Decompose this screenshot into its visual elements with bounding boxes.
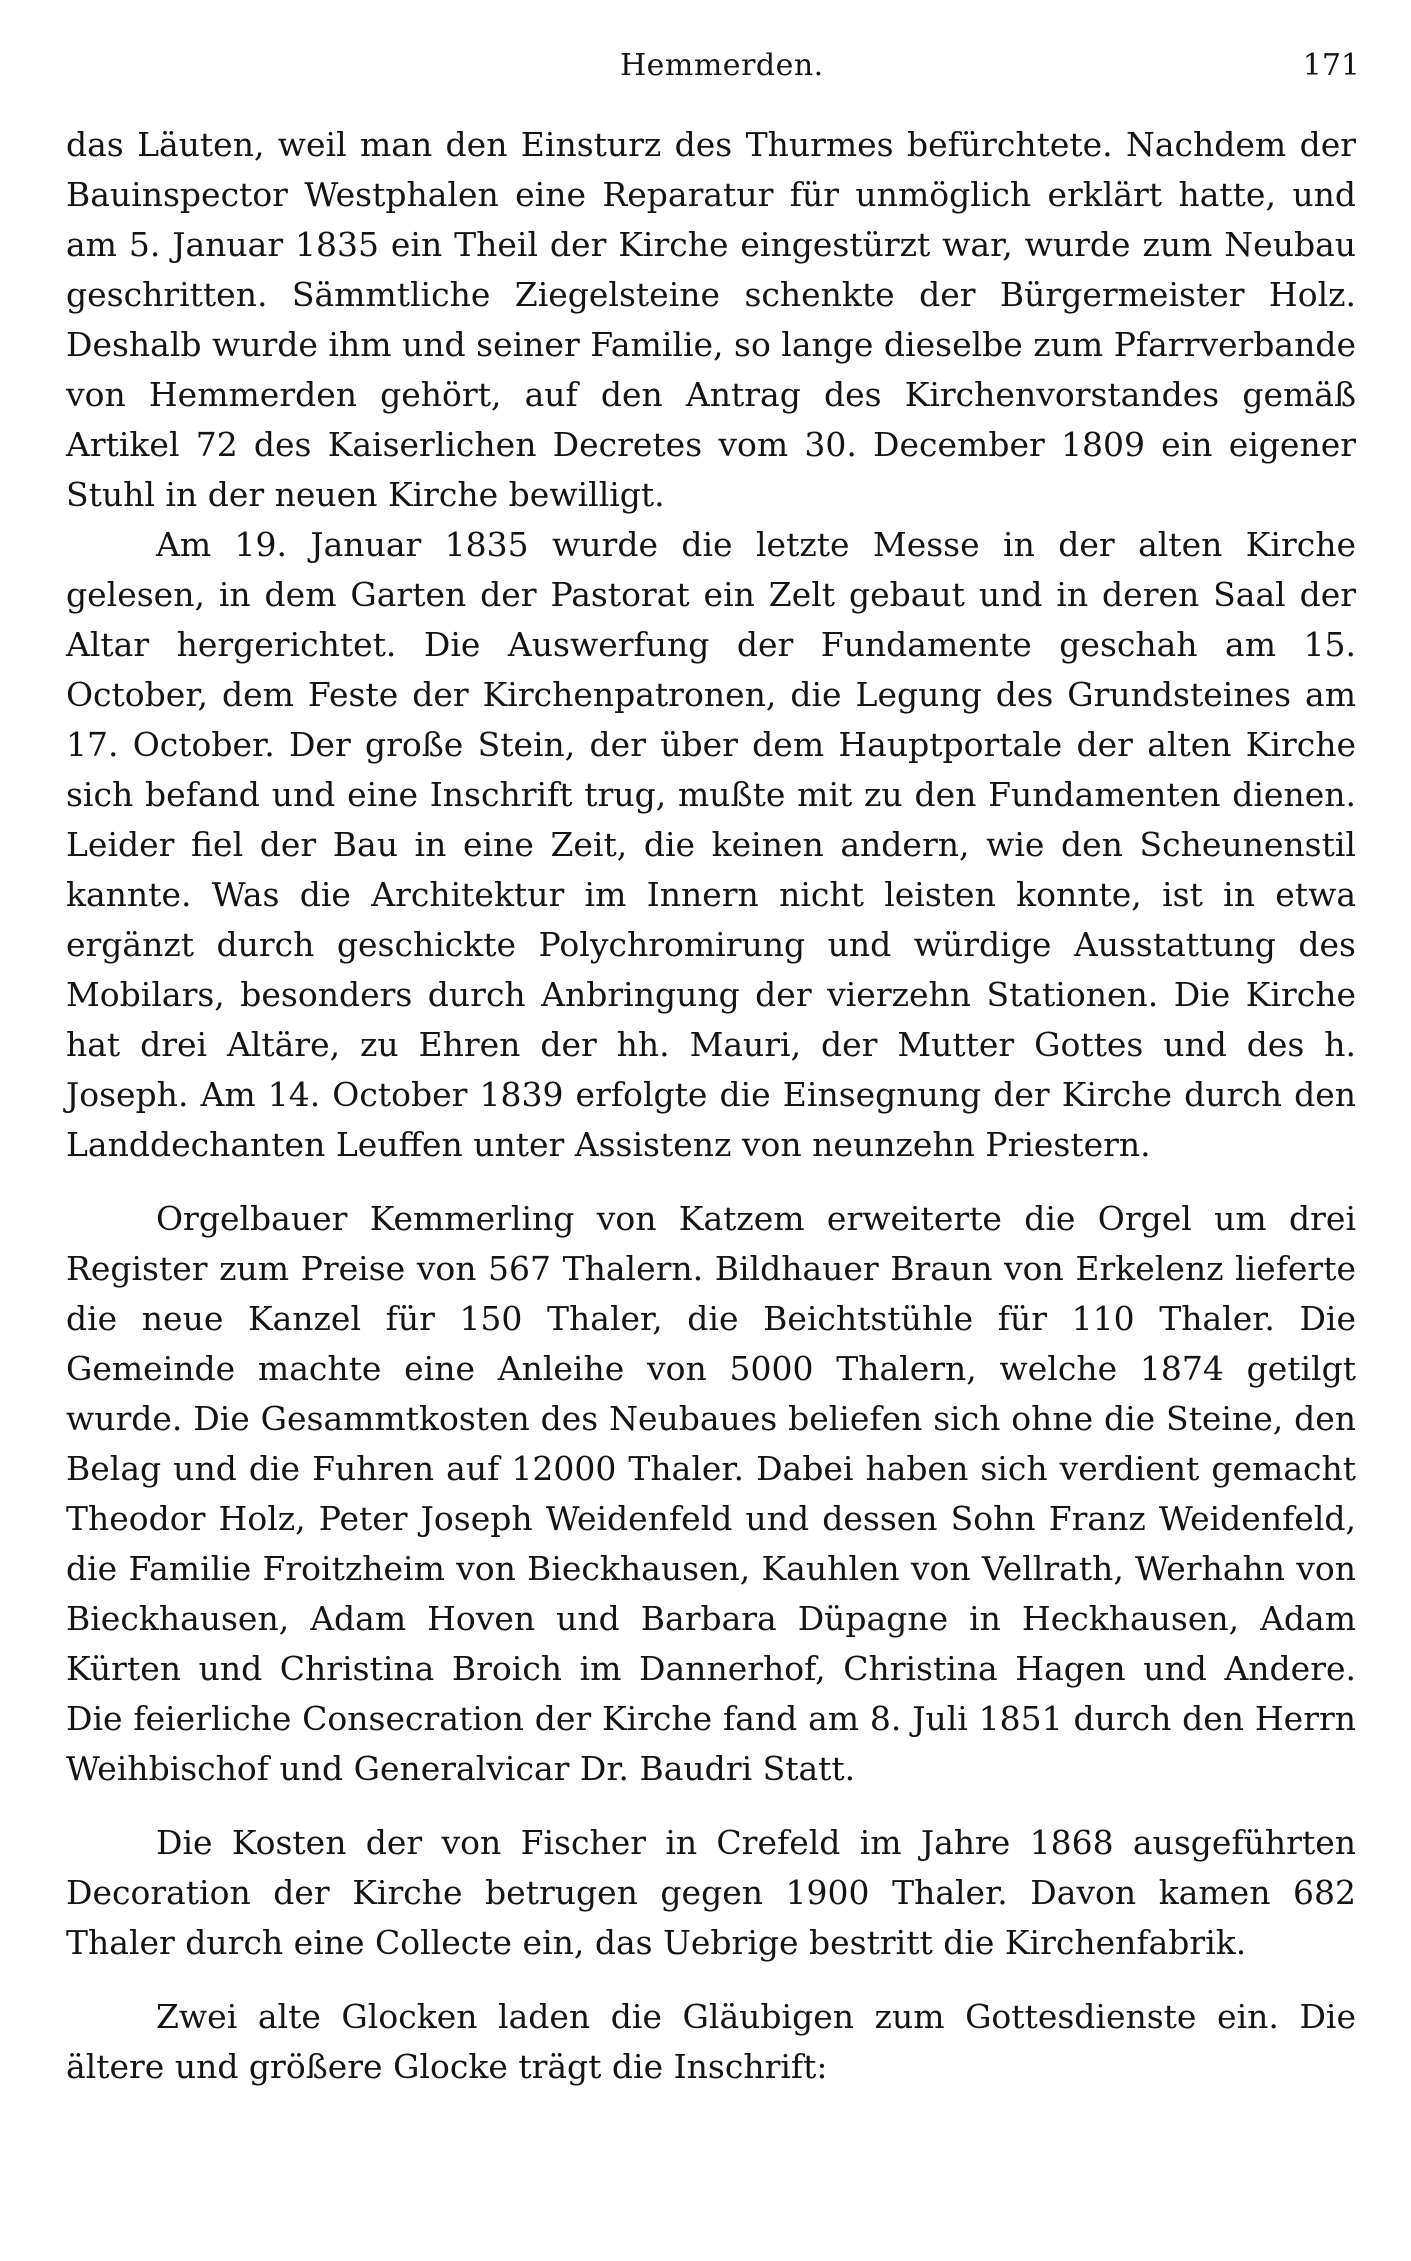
paragraph-bells: Zwei alte Glocken laden die Gläubigen zum Gottesdienste ein. Die ältere und größere Glocke trägt die Inschrift: <box>66 1997 1356 2086</box>
paragraph-construction: Am 19. Januar 1835 wurde die letzte Messe in der alten Kirche gelesen, in dem Garten der Pastorat ein Zelt gebaut und in deren Saal der Altar hergerichtet. Die Auswerfung der Fundamente geschah am 15. October, dem Feste der Kirchenpatronen, die Legung des Grundsteines am 17. October. Der große Stein, der über dem Hauptportale der alten Kirche sich befand und eine Inschrift trug, mußte mit zu den Fundamenten dienen. Leider fiel der Bau in eine Zeit, die keinen andern, wie den Scheunenstil kannte. Was die Architektur im Innern nicht leisten konnte, ist in etwa ergänzt durch geschickte Polychromirung und würdige Ausstattung des Mobilars, besonders durch Anbringung der vierzehn Stationen. Die Kirche hat drei Altäre, zu Ehren der hh. Mauri, der Mutter Gottes und des h. Joseph. Am 14. October 1839 erfolgte die Einsegnung der Kirche durch den Landdechanten Leuffen unter Assistenz von neunzehn Priestern. <box>66 525 1356 1164</box>
body-text <box>66 120 1356 2092</box>
paragraph-continued: das Läuten, weil man den Einsturz des Thurmes befürchtete. Nachdem der Bauinspector Westphalen eine Reparatur für unmöglich erklärt hatte, und am 5. Januar 1835 ein Theil der Kirche eingestürzt war, wurde zum Neubau geschritten. Sämmtliche Ziegelsteine schenkte der Bürgermeister Holz. Deshalb wurde ihm und seiner Familie, so lange dieselbe zum Pfarrverbande von Hemmerden gehört, auf den Antrag des Kirchenvorstandes gemäß Artikel 72 des Kaiserlichen Decretes vom 30. December 1809 ein eigener Stuhl in der neuen Kirche bewilligt. <box>66 125 1357 514</box>
page-number: 171 <box>1302 48 1360 83</box>
paragraph-decoration: Die Kosten der von Fischer in Crefeld im Jahre 1868 ausgeführten Decoration der Kirche betrugen gegen 1900 Thaler. Davon kamen 682 Thaler durch eine Collecte ein, das Uebrige bestritt die Kirchenfabrik. <box>66 1823 1356 1962</box>
running-title: Hemmerden. <box>620 48 824 83</box>
running-head <box>60 38 1360 94</box>
paragraph-organ-costs: Orgelbauer Kemmerling von Katzem erweiterte die Orgel um drei Register zum Preise von 567 Thalern. Bildhauer Braun von Erkelenz lieferte die neue Kanzel für 150 Thaler, die Beichtstühle für 110 Thaler. Die Gemeinde machte eine Anleihe von 5000 Thalern, welche 1874 getilgt wurde. Die Gesammtkosten des Neubaues beliefen sich ohne die Steine, den Belag und die Fuhren auf 12000 Thaler. Dabei haben sich verdient gemacht Theodor Holz, Peter Joseph Weidenfeld und dessen Sohn Franz Weidenfeld, die Familie Froitzheim von Bieckhausen, Kauhlen von Vellrath, Werhahn von Bieckhausen, Adam Hoven und Barbara Düpagne in Heckhausen, Adam Kürten und Christina Broich im Dannerhof, Christina Hagen und Andere. Die feierliche Consecration der Kirche fand am 8. Juli 1851 durch den Herrn Weihbischof und Generalvicar Dr. Baudri Statt. <box>66 1199 1356 1788</box>
